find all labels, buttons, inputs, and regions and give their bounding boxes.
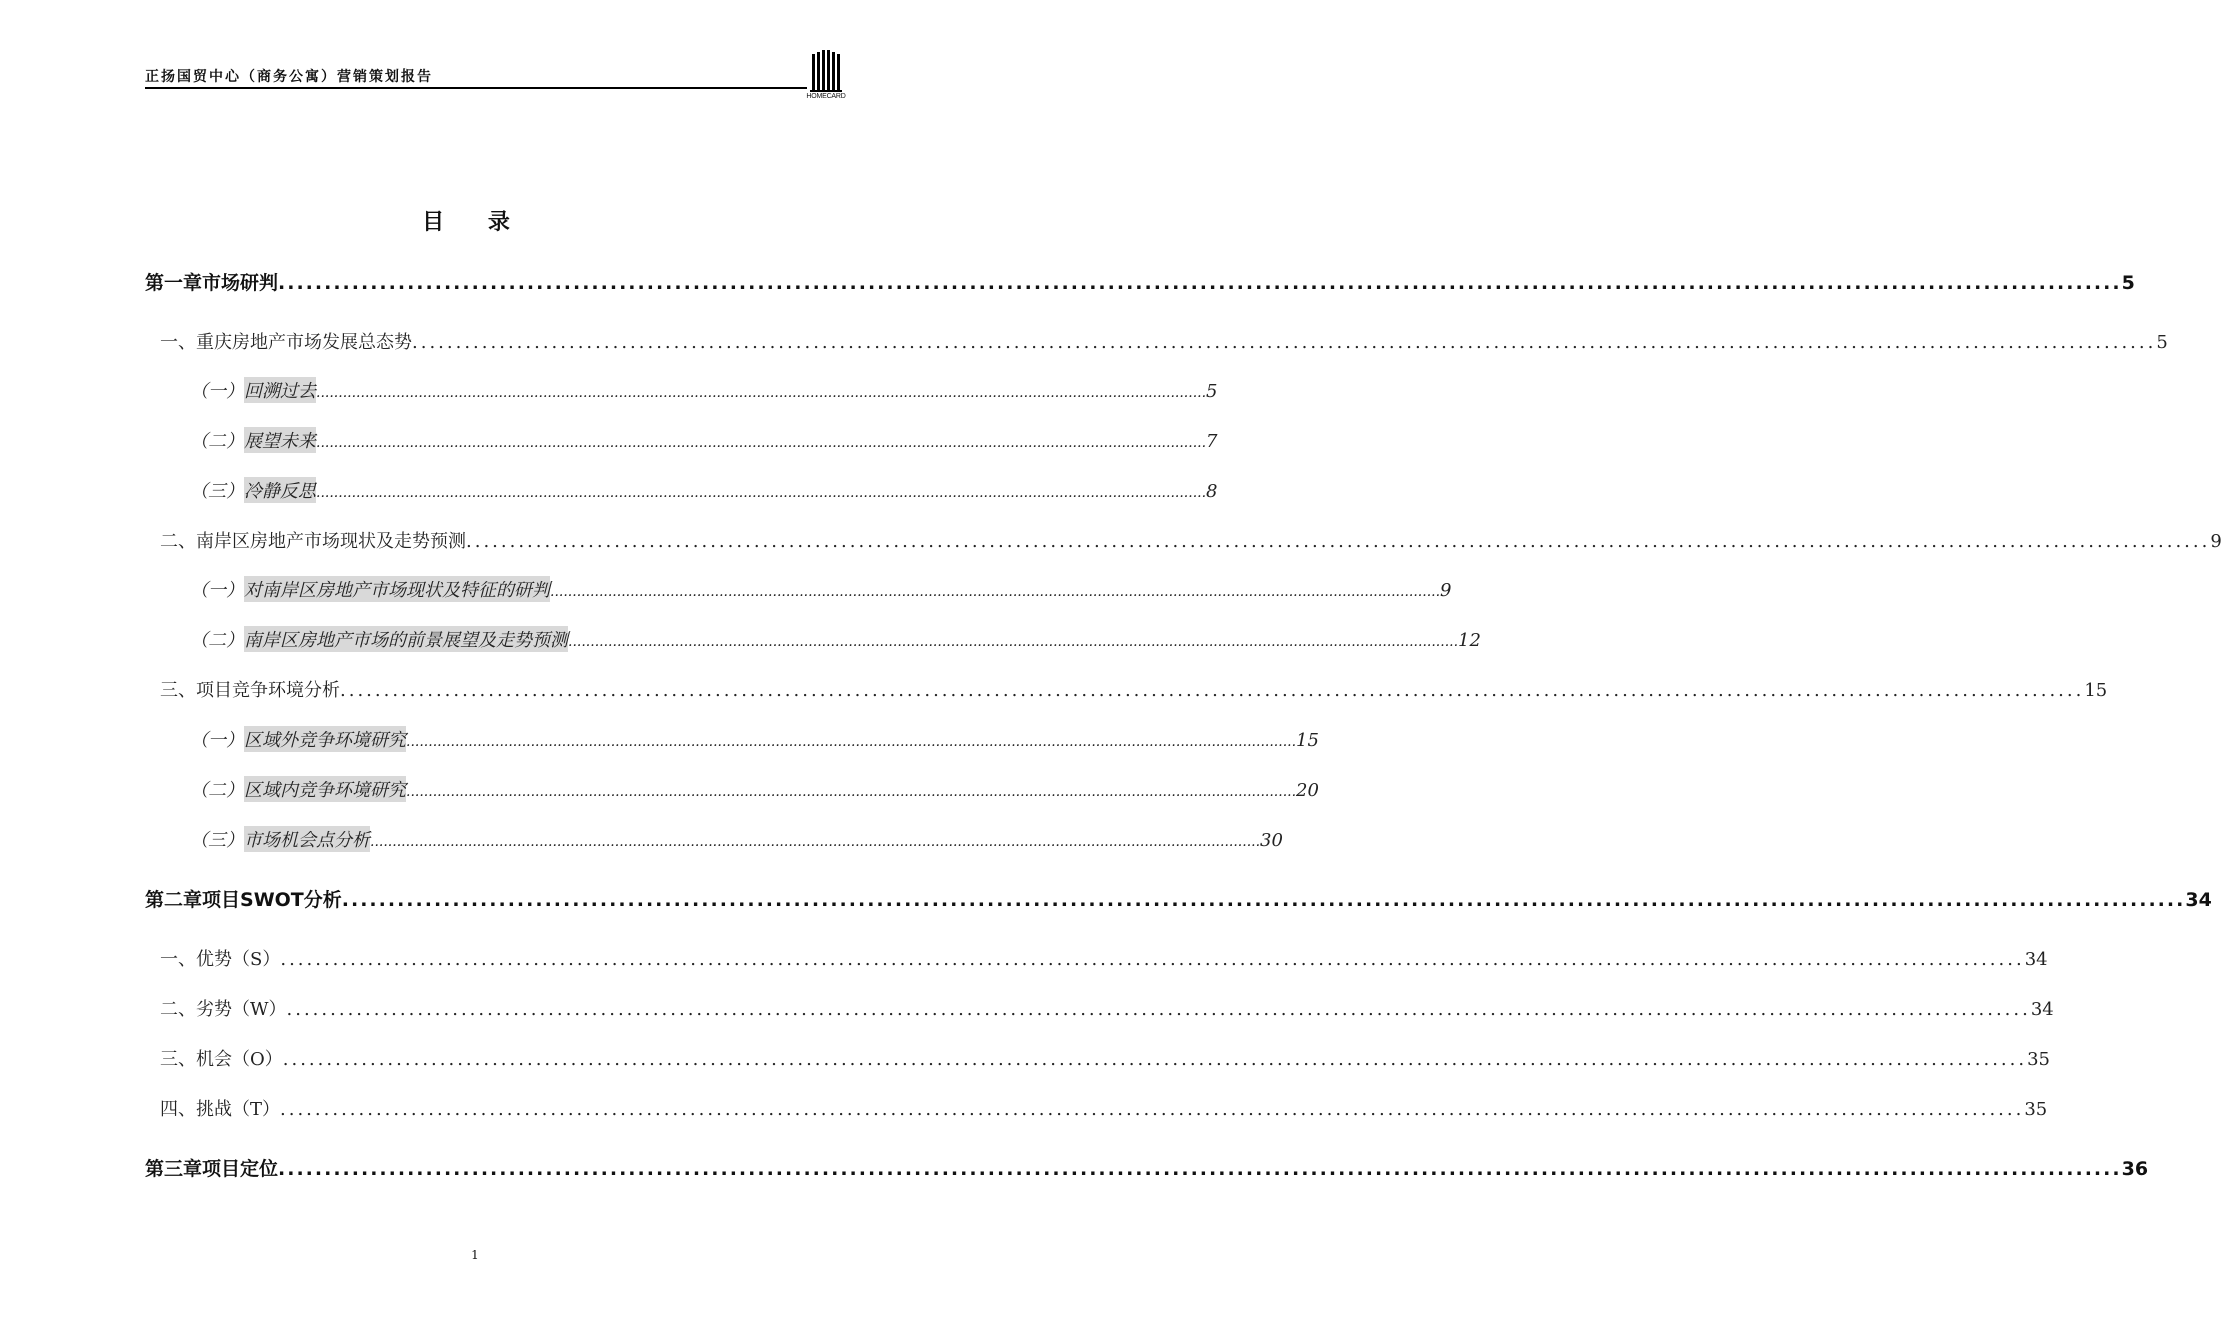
toc-entry-page: 9 <box>1440 580 1452 601</box>
toc-entry-number: （三） <box>190 830 244 851</box>
toc-entry-label: 挑战（T） <box>196 1099 281 1120</box>
toc-entry-number: 三、 <box>160 1049 196 1070</box>
toc-leader-dots: ........................................................................................................................................................................................................ <box>278 272 2122 294</box>
building-logo-icon <box>806 50 846 94</box>
toc-entry-page: 5 <box>2156 332 2168 353</box>
toc-entry-page: 35 <box>2024 1099 2048 1120</box>
toc-entry[interactable] <box>160 1095 2048 1121</box>
toc-entry-label: 展望未来 <box>244 427 316 453</box>
toc-entry-label: 对南岸区房地产市场现状及特征的研判 <box>244 576 550 602</box>
toc-entry[interactable] <box>145 268 2135 295</box>
toc-entry-label: 区域外竞争环境研究 <box>244 726 406 752</box>
toc-leader-dots: ........................................................................................................................................................................................................ <box>316 385 1207 401</box>
toc-entry[interactable] <box>190 626 1481 652</box>
toc-entry-number: 三、 <box>160 680 196 701</box>
toc-entry[interactable] <box>190 826 1283 852</box>
toc-leader-dots: ........................................................................................................................................................................................................ <box>412 332 2157 353</box>
toc-entry[interactable] <box>190 477 1218 503</box>
toc-entry[interactable] <box>145 885 2212 912</box>
toc-entry[interactable] <box>160 1045 2051 1071</box>
toc-entry[interactable] <box>190 776 1319 802</box>
toc-entry-number: （三） <box>190 481 244 502</box>
toc-entry-page: 9 <box>2210 531 2222 552</box>
toc-entry-page: 34 <box>2185 889 2212 911</box>
toc-entry-page: 15 <box>1296 730 1319 751</box>
toc-entry[interactable] <box>160 945 2048 971</box>
toc-entry-page: 12 <box>1458 630 1481 651</box>
toc-entry-label: 冷静反思 <box>244 477 316 503</box>
toc-leader-dots: ........................................................................................................................................................................................................ <box>316 435 1207 451</box>
toc-entry-number: 第二章 <box>145 889 203 911</box>
toc-entry-label: 项目SWOT分析 <box>202 889 342 911</box>
toc-entry-label: 南岸区房地产市场的前景展望及走势预测 <box>244 626 568 652</box>
toc-entry-page: 5 <box>2121 272 2135 294</box>
homecard-logo <box>806 50 846 105</box>
toc-entry[interactable] <box>160 328 2168 354</box>
toc-entry-label: 市场研判 <box>202 272 279 294</box>
toc-entry-number: 一、 <box>160 949 196 970</box>
toc-leader-dots: ........................................................................................................................................................................................................ <box>550 584 1441 600</box>
toc-leader-dots: ........................................................................................................................................................................................................ <box>406 784 1297 800</box>
toc-entry-page: 35 <box>2027 1049 2051 1070</box>
toc-entry-page: 5 <box>1206 381 1218 402</box>
toc-entry-number: 二、 <box>160 531 196 552</box>
page-number: 1 <box>471 1248 479 1262</box>
toc-leader-dots: ........................................................................................................................................................................................................ <box>370 834 1261 850</box>
toc-entry[interactable] <box>190 377 1218 403</box>
toc-entry-page: 30 <box>1260 830 1283 851</box>
toc-entry-number: （二） <box>190 431 244 452</box>
header-title: 正扬国贸中心（商务公寓）营销策划报告 <box>145 69 433 85</box>
toc-leader-dots: ........................................................................................................................................................................................................ <box>340 680 2085 701</box>
toc-entry-number: （二） <box>190 630 244 651</box>
toc-entry[interactable] <box>190 726 1319 752</box>
toc-leader-dots: ........................................................................................................................................................................................................ <box>280 1099 2025 1120</box>
toc-entry[interactable] <box>190 427 1218 453</box>
toc-entry-number: （一） <box>190 381 244 402</box>
toc-leader-dots: ........................................................................................................................................................................................................ <box>278 1158 2122 1180</box>
toc-entry-number: 二、 <box>160 999 196 1020</box>
toc-leader-dots: ........................................................................................................................................................................................................ <box>568 634 1459 650</box>
toc-entry-label: 项目竞争环境分析 <box>196 680 340 701</box>
toc-leader-dots: ........................................................................................................................................................................................................ <box>280 949 2025 970</box>
toc-entry-label: 优势（S） <box>196 949 281 970</box>
toc-entry[interactable] <box>160 527 2222 553</box>
toc-leader-dots: ........................................................................................................................................................................................................ <box>316 485 1207 501</box>
toc-entry-page: 7 <box>1206 431 1218 452</box>
toc-entry-number: 一、 <box>160 332 196 353</box>
toc-entry-page: 8 <box>1206 481 1218 502</box>
toc-entry-label: 南岸区房地产市场现状及走势预测 <box>196 531 466 552</box>
toc-entry-label: 项目定位 <box>202 1158 279 1180</box>
toc-entry[interactable] <box>190 576 1452 602</box>
toc-entry-number: （一） <box>190 730 244 751</box>
toc-title: 目 录 <box>422 209 528 235</box>
toc-entry-number: 第一章 <box>145 272 203 294</box>
toc-entry-page: 15 <box>2084 680 2108 701</box>
toc-entry[interactable] <box>160 676 2108 702</box>
toc-leader-dots: ........................................................................................................................................................................................................ <box>406 734 1297 750</box>
toc-entry[interactable] <box>160 995 2054 1021</box>
toc-entry-number: （一） <box>190 580 244 601</box>
logo-text: HOMECARD <box>806 93 846 100</box>
toc-entry-label: 回溯过去 <box>244 377 316 403</box>
toc-entry[interactable] <box>145 1154 2149 1181</box>
toc-leader-dots: ........................................................................................................................................................................................................ <box>466 531 2211 552</box>
toc-entry-label: 市场机会点分析 <box>244 826 370 852</box>
toc-entry-page: 20 <box>1296 780 1319 801</box>
toc-entry-number: （二） <box>190 780 244 801</box>
toc-leader-dots: ........................................................................................................................................................................................................ <box>341 889 2186 911</box>
toc-entry-label: 劣势（W） <box>196 999 287 1020</box>
toc-entry-page: 34 <box>2030 999 2054 1020</box>
toc-leader-dots: ........................................................................................................................................................................................................ <box>286 999 2031 1020</box>
toc-leader-dots: ........................................................................................................................................................................................................ <box>282 1049 2028 1070</box>
header-rule <box>145 87 807 89</box>
toc-entry-page: 34 <box>2024 949 2048 970</box>
page-header <box>145 60 807 90</box>
toc-entry-page: 36 <box>2121 1158 2149 1180</box>
toc-entry-label: 重庆房地产市场发展总态势 <box>196 332 412 353</box>
toc-entry-number: 第三章 <box>145 1158 203 1180</box>
toc-entry-number: 四、 <box>160 1099 196 1120</box>
toc-entry-label: 机会（O） <box>196 1049 283 1070</box>
toc-entry-label: 区域内竞争环境研究 <box>244 776 406 802</box>
